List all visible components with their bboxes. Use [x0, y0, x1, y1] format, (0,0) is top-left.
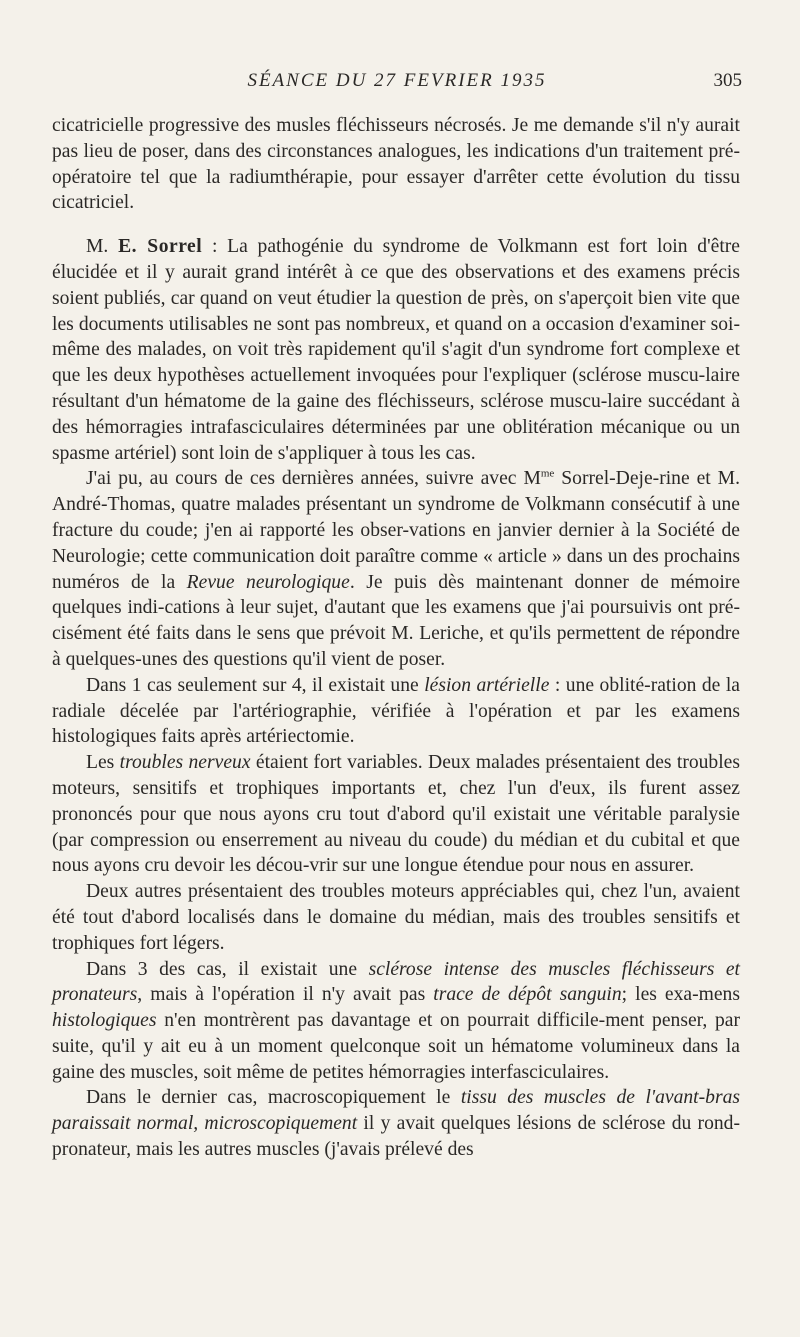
italic-phrase: tissu des muscles de l'avant-bras paraissait normal, microscopiquement [52, 1087, 740, 1135]
paragraph [52, 673, 740, 750]
text-run: Dans 1 cas seulement sur 4, il existait une [86, 674, 425, 696]
paragraph [52, 879, 740, 956]
superscript: me [540, 467, 555, 480]
text-run: Deux autres présentaient des troubles moteurs appréciables qui, chez l'un, avaient été tout d'abord localisés dans le domaine du médian, mais des troubles sensitifs et trophiques fort légers. [52, 881, 740, 954]
paragraph [52, 113, 740, 216]
italic-phrase: trace de dépôt sanguin [433, 984, 622, 1006]
text-run: : une oblité-ration de la radiale décelée par l'artériographie, vérifiée à l'opération et par les examens histologiques faits après artériectomie. [52, 674, 740, 748]
text-run: cicatricielle progressive des musles fléchisseurs nécrosés. Je me demande s'il n'y aurait pas lieu de poser, dans des circonstances analogues, les indications d'un traitement pré-opératoire tel que la radiumthérapie, pour essayer d'arrêter cette évolution du tissu cicatriciel. [52, 115, 740, 214]
text-run: . Je puis dès maintenant donner de mémoire quelques indi-cations à leur sujet, d'autant que les examens que j'ai poursuivis ont pré-cisément été faits dans le sens que prévoit M. Leriche, et qu'ils permettent de répondre à quelques-unes des questions qu'il vient de poser. [52, 571, 741, 670]
italic-phrase: sclérose intense des muscles fléchisseurs et pronateurs [52, 958, 740, 1006]
text-run: , mais à l'opération il n'y avait pas [137, 984, 434, 1006]
text-run: étaient fort variables. Deux malades présentaient des troubles moteurs, sensitifs et trophiques importants et, chez l'un d'eux, ils furent assez prononcés pour que nous ayons cru tout d'abord qu'il existait une véritable paralysie (par compression ou enserrement au niveau du coude) du médian et du cubital et que nous ayons cru devoir les décou-vrir sur une longue étendue pour nous en assurer. [52, 752, 740, 877]
text-run: Sorrel-Deje-rine et M. André-Thomas, quatre malades présentant un syndrome de Volkmann consécutif à une fracture du coude; j'en ai rapporté les obser-vations en janvier dernier à la Société de Neurologie; cette communication doit paraître comme « article » dans un des prochains numéros de la [52, 468, 741, 593]
italic-phrase: histologiques [52, 1010, 157, 1032]
paragraph [52, 466, 740, 672]
italic-phrase: lésion artérielle [424, 674, 550, 696]
text-run: M. [86, 236, 119, 258]
body-text [52, 113, 740, 1163]
paragraph [52, 234, 740, 466]
speaker-name: E. Sorrel [118, 236, 203, 258]
italic-phrase: Revue neurologique [186, 571, 350, 593]
text-run: Les [86, 752, 120, 774]
text-run: ; les exa-mens [621, 984, 740, 1006]
italic-phrase: troubles nerveux [119, 752, 251, 774]
paragraph [52, 1085, 740, 1162]
text-run: n'en montrèrent pas davantage et on pourrait difficile-ment penser, par suite, qu'il y ait eu à un moment quelconque soit un hématome volumineux dans la gaine des muscles, soit même de petites hémorragies interfasciculaires. [52, 1010, 740, 1083]
running-title: SÉANCE DU 27 FEVRIER 1935 [247, 70, 547, 91]
text-run: Dans le dernier cas, macroscopiquement le [86, 1087, 461, 1109]
paragraph [52, 957, 740, 1086]
text-run: il y avait quelques lésions de sclérose du rond-pronateur, mais les autres muscles (j'avais prélevé des [52, 1113, 741, 1161]
page-header [52, 70, 742, 96]
text-run: : La pathogénie du syndrome de Volkmann est fort loin d'être élucidée et il y aurait grand intérêt à ce que des observations et des examens précis soient publiés, car quand on veut étudier la question de près, on s'aperçoit bien vite que les documents utilisables ne sont pas nombreux, et quand on a occasion d'examiner soi-même des malades, on voit très rapidement qu'il s'agit d'un syndrome fort complexe et que les deux hypothèses actuellement invoquées pour l'expliquer (sclérose muscu-laire résultant d'un hématome de la gaine des fléchisseurs, sclérose muscu-laire succédant à des hémorragies intrafasciculaires déterminées par une oblitération mécanique ou un spasme artériel) sont loin de s'appliquer à tous les cas. [52, 236, 740, 464]
page-number: 305 [713, 70, 742, 91]
paragraph [52, 750, 740, 879]
text-run: J'ai pu, au cours de ces dernières années, suivre avec M [86, 468, 541, 490]
text-run: Dans 3 des cas, il existait une [86, 958, 369, 980]
